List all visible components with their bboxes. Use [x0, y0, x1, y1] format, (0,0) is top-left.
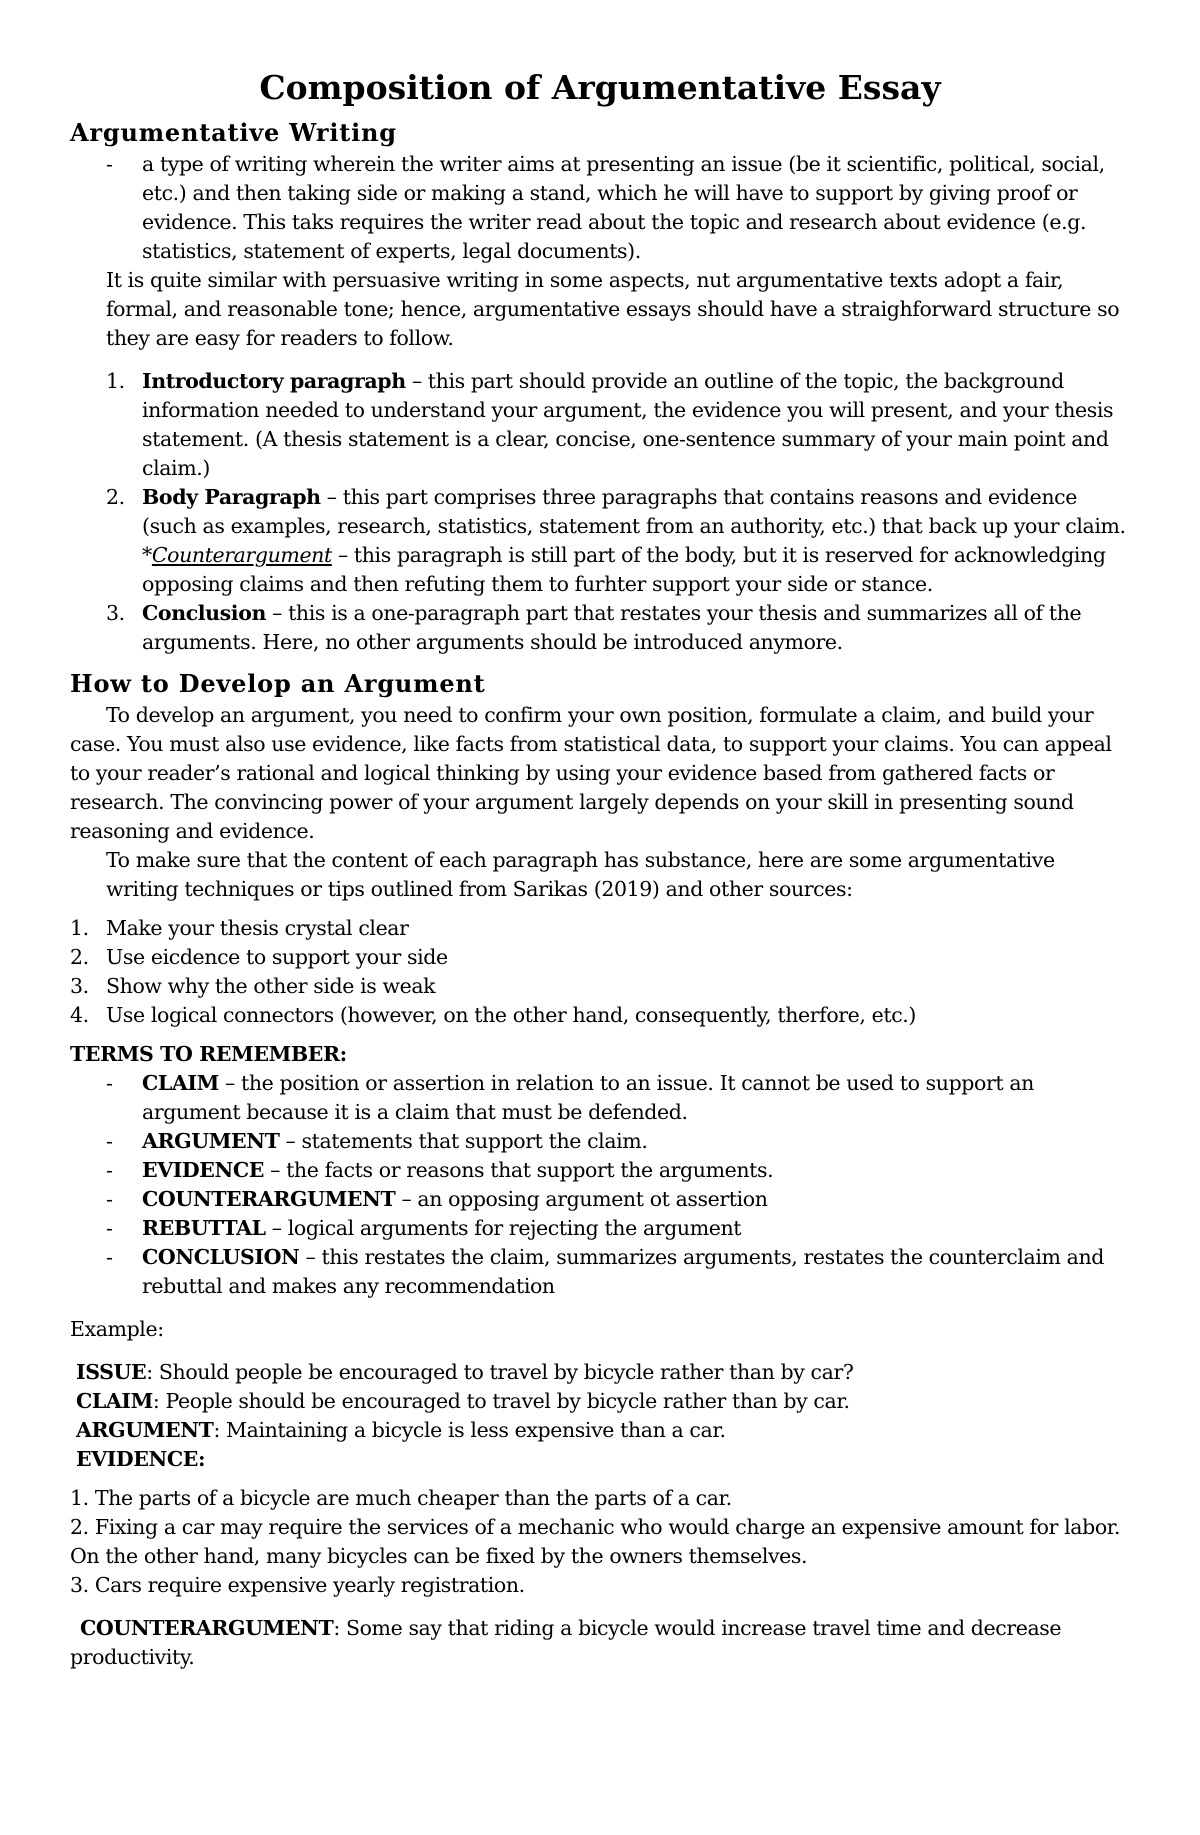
example-label: Example: [70, 1317, 164, 1341]
term-label: COUNTERARGUMENT [142, 1187, 396, 1211]
essay-parts-list [70, 367, 1130, 657]
term-definition: – statements that support the claim. [279, 1129, 648, 1153]
tip-text: Use eicdence to support your side [106, 945, 448, 969]
terms-list [70, 1069, 1130, 1301]
term-item [70, 1069, 1130, 1127]
tips-list [70, 914, 1130, 1030]
tip-text: Show why the other side is weak [106, 974, 436, 998]
list-number: 3. [106, 601, 125, 625]
term-definition: – this restates the claim, summarizes arguments, restates the counterclaim and rebuttal and makes any recommendation [142, 1245, 1104, 1298]
issue-label: ISSUE [76, 1360, 147, 1384]
essay-part-item [70, 483, 1130, 599]
term-definition: – the position or assertion in relation to an issue. It cannot be used to support an argument because it is a claim that must be defended. [142, 1071, 1034, 1124]
term-definition: – an opposing argument ot assertion [395, 1187, 768, 1211]
claim-text: : People should be encouraged to travel by bicycle rather than by car. [152, 1389, 850, 1413]
term-definition: – logical arguments for rejecting the argument [265, 1216, 742, 1240]
part-text: – this is a one-paragraph part that restates your thesis and summarizes all of the arguments. Here, no other arguments should be introduced anymore. [142, 601, 1082, 654]
persuasive-comparison-paragraph: It is quite similar with persuasive writing in some aspects, nut argumentative texts adopt a fair, formal, and reasonable tone; hence, argumentative essays should have a straighforward structure so they are easy for readers to follow. [106, 268, 1120, 350]
counterargument-example-label: COUNTERARGUMENT [80, 1616, 334, 1640]
list-number: 1. [70, 916, 89, 940]
list-number: 3. [70, 974, 89, 998]
list-number: 2. [70, 945, 89, 969]
tip-item [70, 914, 1130, 943]
argument-text: : Maintaining a bicycle is less expensive than a car. [213, 1418, 726, 1442]
example-argument [76, 1416, 1130, 1445]
tip-text: Use logical connectors (however, on the other hand, consequently, therfore, etc.) [106, 1003, 916, 1027]
develop-paragraph-1-text: To develop an argument, you need to confirm your own position, formulate a claim, and build your case. You must also use evidence, like facts from statistical data, to support your claims. You can appeal to your reader’s rational and logical thinking by using your evidence based from gathered facts or research. The convincing power of your argument largely depends on your skill in presenting sound reasoning and evidence. [70, 703, 1112, 843]
part-text: – this part should provide an outline of the topic, the background information needed to understand your argument, the evidence you will present, and your thesis statement. (A thesis statement is a clear, concise, one-sentence summary of your main point and claim.) [142, 369, 1114, 480]
term-item [70, 1156, 1130, 1185]
example-claim [76, 1387, 1130, 1416]
term-item [70, 1214, 1130, 1243]
evidence-label: EVIDENCE: [76, 1447, 206, 1471]
section-heading-develop-argument: How to Develop an Argument [70, 669, 486, 698]
page-title: Composition of Argumentative Essay [259, 68, 941, 107]
counterargument-label: Counterargument [151, 543, 332, 567]
develop-paragraph-2: To make sure that the content of each paragraph has substance, here are some argumentative writing techniques or tips outlined from Sarikas (2019) and other sources: [106, 848, 1055, 901]
term-label: CLAIM [142, 1071, 219, 1095]
example-counterargument [70, 1614, 1130, 1672]
evidence-list [70, 1484, 1130, 1600]
term-label: EVIDENCE [142, 1158, 265, 1182]
evidence-item: 3. Cars require expensive yearly registration. [70, 1573, 525, 1597]
tip-item [70, 1001, 1130, 1030]
term-label: REBUTTAL [142, 1216, 266, 1240]
example-block [70, 1358, 1130, 1474]
part-text: – this part comprises three paragraphs that contains reasons and evidence (such as examples, research, statistics, statement from an authority, etc.) that back up your claim. [142, 485, 1126, 538]
term-item [70, 1243, 1130, 1301]
claim-label: CLAIM [76, 1389, 153, 1413]
definition-item: - a type of writing wherein the writer aims at presenting an issue (be it scientific, political, social, etc.) and then taking side or making a stand, which he will have to support by giving proof or evidence. This taks requires the writer read about the topic and research about evidence (e.g. statistics, statement of experts, legal documents). [70, 150, 1130, 266]
term-label: CONCLUSION [142, 1245, 300, 1269]
list-number: 1. [106, 369, 125, 393]
argument-label: ARGUMENT [76, 1418, 214, 1442]
definition-list [70, 150, 1130, 266]
term-item [70, 1127, 1130, 1156]
counterargument-text: – this paragraph is still part of the body, but it is reserved for acknowledging opposing claims and then refuting them to furhter support your side or stance. [142, 543, 1106, 596]
part-label: Introductory paragraph [142, 369, 406, 393]
tip-text: Make your thesis crystal clear [106, 916, 409, 940]
tip-item [70, 972, 1130, 1001]
tip-item [70, 943, 1130, 972]
part-label: Conclusion [142, 601, 266, 625]
term-definition: – the facts or reasons that support the arguments. [264, 1158, 774, 1182]
term-item [70, 1185, 1130, 1214]
counter-prefix: * [142, 543, 152, 567]
section-heading-argumentative-writing: Argumentative Writing [70, 118, 397, 147]
term-label: ARGUMENT [142, 1129, 280, 1153]
example-issue [76, 1358, 1130, 1387]
evidence-item: 2. Fixing a car may require the services of a mechanic who would charge an expensive amount for labor. On the other hand, many bicycles can be fixed by the owners themselves. [70, 1515, 1121, 1568]
essay-part-item [70, 599, 1130, 657]
evidence-item: 1. The parts of a bicycle are much cheaper than the parts of a car. [70, 1486, 732, 1510]
list-number: 4. [70, 1003, 89, 1027]
develop-paragraph-1 [70, 701, 1130, 846]
list-number: 2. [106, 485, 125, 509]
counterargument-example-text: : Some say that riding a bicycle would increase travel time and decrease productivity. [70, 1616, 1062, 1669]
part-label: Body Paragraph [142, 485, 321, 509]
essay-part-item [70, 367, 1130, 483]
terms-heading: TERMS TO REMEMBER: [70, 1042, 347, 1066]
issue-text: : Should people be encouraged to travel by bicycle rather than by car? [146, 1360, 854, 1384]
